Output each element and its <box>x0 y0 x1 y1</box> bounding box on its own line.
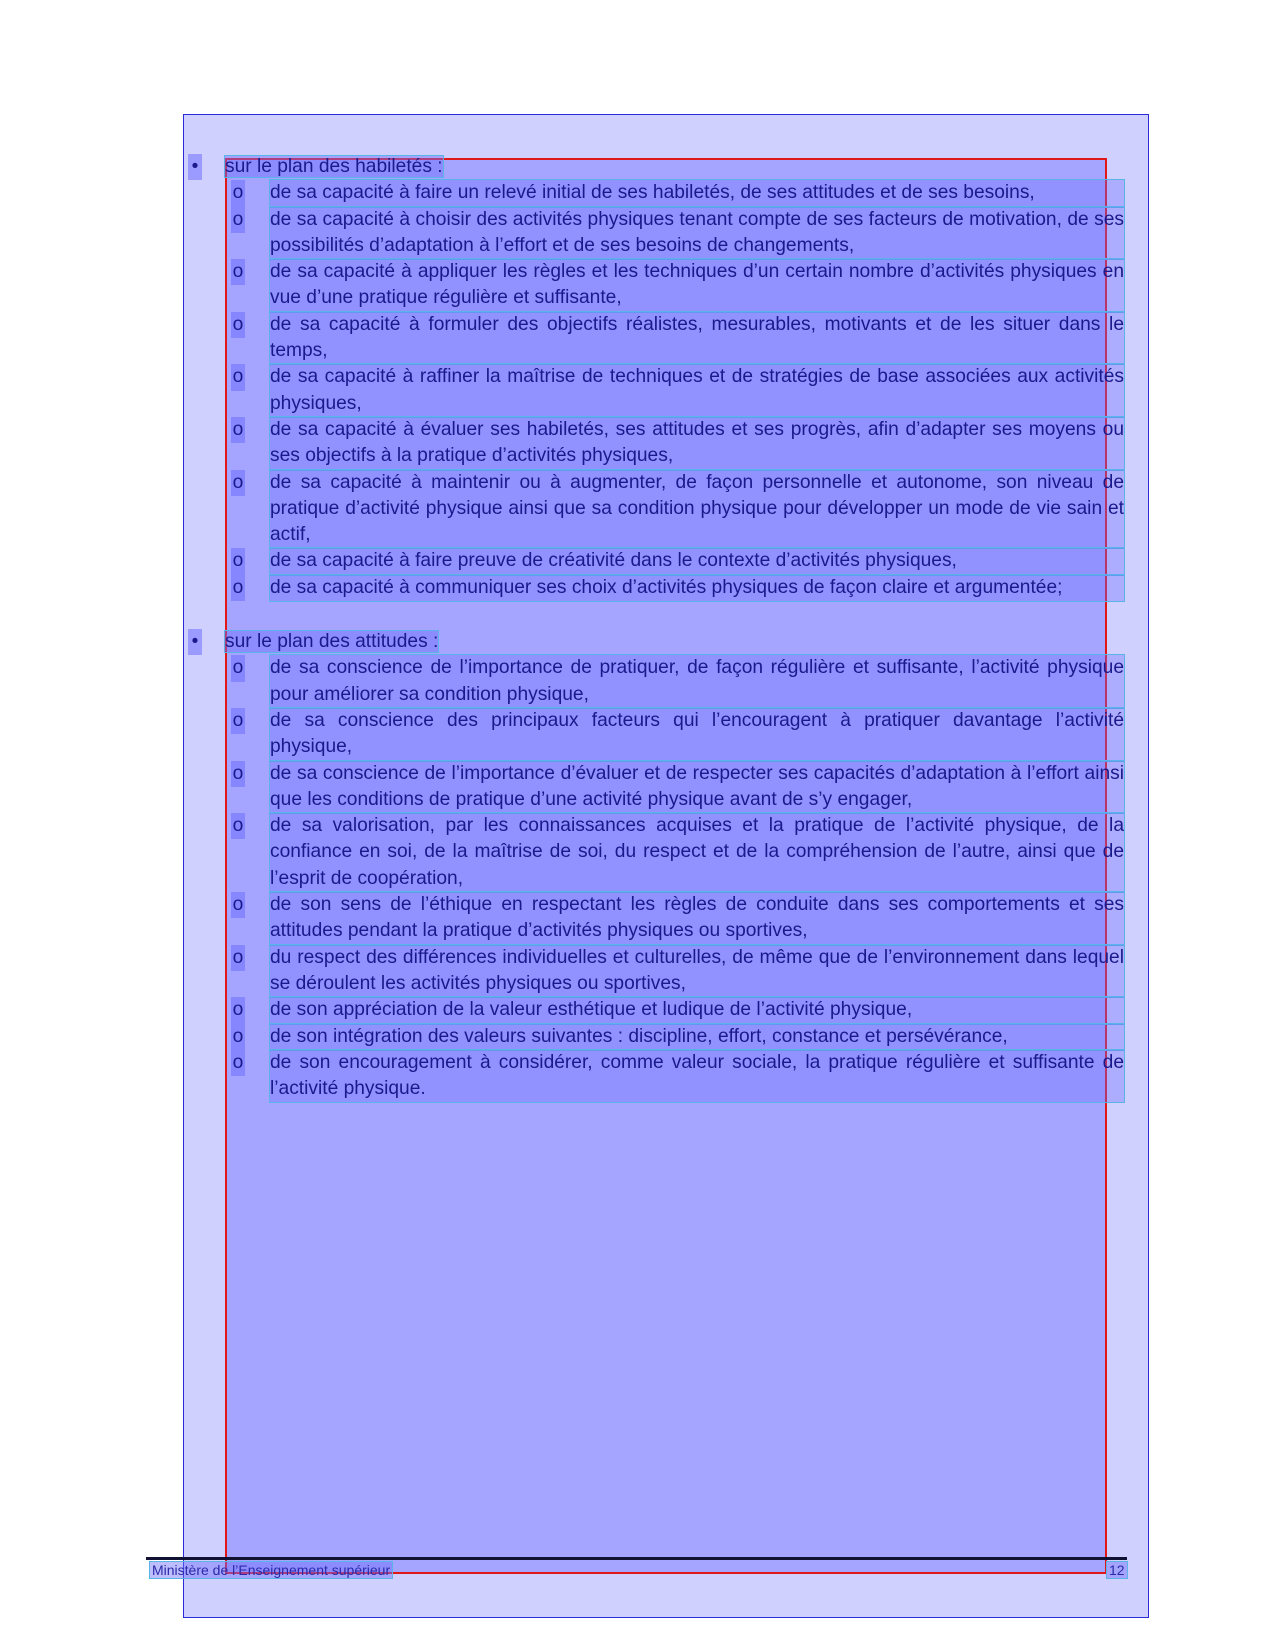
section-heading <box>188 154 1124 180</box>
list-item <box>188 364 1124 417</box>
list-item <box>188 1050 1124 1103</box>
list-item <box>188 997 1124 1023</box>
sub-list <box>188 180 1124 601</box>
section-heading-text: sur le plan des attitudes : <box>225 631 439 653</box>
sub-bullet-marker: o <box>231 364 245 390</box>
bullet-marker: • <box>188 154 202 180</box>
list-item <box>188 207 1124 260</box>
sub-bullet-marker: o <box>231 1024 245 1050</box>
list-item-text: de sa capacité à maintenir ou à augmenter, de façon personnelle et autonome, son niveau de pratique d’activité physique ainsi que sa condition physique pour développer un mode de vie sain et actif, <box>270 470 1124 549</box>
sub-bullet-marker: o <box>231 945 245 971</box>
list-item <box>188 548 1124 574</box>
list-item-text: de sa conscience de l’importance de pratiquer, de façon régulière et suffisante, l’activité physique pour améliorer sa condition physique, <box>270 655 1124 708</box>
list-item-text: de sa capacité à évaluer ses habiletés, ses attitudes et ses progrès, afin d’adapter ses moyens ou ses objectifs à la pratique d’activités physiques, <box>270 417 1124 470</box>
list-item-text: de sa valorisation, par les connaissances acquises et la pratique de l’activité physique, de la confiance en soi, de la maîtrise de soi, du respect et de la compréhension de l’autre, ainsi que de l’esprit de coopération, <box>270 813 1124 892</box>
list-item-text: de son encouragement à considérer, comme valeur sociale, la pratique régulière et suffisante de l’activité physique. <box>270 1050 1124 1103</box>
list-item-text: de sa capacité à faire preuve de créativité dans le contexte d’activités physiques, <box>270 548 1124 574</box>
bullet-section <box>188 154 1124 601</box>
list-item-text: de sa capacité à raffiner la maîtrise de techniques et de stratégies de base associées aux activités physiques, <box>270 364 1124 417</box>
sub-bullet-marker: o <box>231 997 245 1023</box>
list-item-text: de sa capacité à communiquer ses choix d’activités physiques de façon claire et argumentée; <box>270 575 1124 601</box>
list-item <box>188 655 1124 708</box>
bullet-marker: • <box>188 629 202 655</box>
list-item <box>188 945 1124 998</box>
list-item-text: de son sens de l’éthique en respectant les règles de conduite dans ses comportements et ses attitudes pendant la pratique d’activités physiques ou sportives, <box>270 892 1124 945</box>
list-item <box>188 417 1124 470</box>
sub-bullet-marker: o <box>231 813 245 839</box>
list-item-text: de sa capacité à faire un relevé initial de ses habiletés, de ses attitudes et de ses besoins, <box>270 180 1124 206</box>
sub-bullet-marker: o <box>231 312 245 338</box>
list-item-text: de sa conscience des principaux facteurs qui l’encouragent à pratiquer davantage l’activité physique, <box>270 708 1124 761</box>
footer-divider <box>146 1557 1127 1560</box>
list-item <box>188 1024 1124 1050</box>
list-item <box>188 470 1124 549</box>
section-heading <box>188 629 1124 655</box>
sub-bullet-marker: o <box>231 575 245 601</box>
list-item-text: du respect des différences individuelles et culturelles, de même que de l’environnement dans lequel se déroulent les activités physiques ou sportives, <box>270 945 1124 998</box>
list-item <box>188 312 1124 365</box>
list-item <box>188 180 1124 206</box>
sub-bullet-marker: o <box>231 892 245 918</box>
list-item <box>188 708 1124 761</box>
list-item-text: de sa capacité à choisir des activités physiques tenant compte de ses facteurs de motivation, de ses possibilités d’adaptation à l’effort et de ses besoins de changements, <box>270 207 1124 260</box>
section-heading-text: sur le plan des habiletés : <box>225 156 443 177</box>
sub-bullet-marker: o <box>231 207 245 233</box>
sub-bullet-marker: o <box>231 1050 245 1076</box>
document-body <box>188 154 1124 1102</box>
sub-bullet-marker: o <box>231 761 245 787</box>
list-item-text: de sa capacité à formuler des objectifs réalistes, mesurables, motivants et de les situer dans le temps, <box>270 312 1124 365</box>
sub-bullet-marker: o <box>231 548 245 574</box>
list-item-text: de son intégration des valeurs suivantes : discipline, effort, constance et persévérance, <box>270 1024 1124 1050</box>
list-item <box>188 259 1124 312</box>
footer-ministry: Ministère de l’Enseignement supérieur <box>152 1562 391 1578</box>
sub-bullet-marker: o <box>231 470 245 496</box>
list-item <box>188 761 1124 814</box>
list-item-text: de sa conscience de l’importance d’évaluer et de respecter ses capacités d’adaptation à l’effort ainsi que les conditions de pratique d’une activité physique avant de s’y engager, <box>270 761 1124 814</box>
list-item <box>188 892 1124 945</box>
list-item-text: de son appréciation de la valeur esthétique et ludique de l’activité physique, <box>270 997 1124 1023</box>
sub-bullet-marker: o <box>231 417 245 443</box>
sub-bullet-marker: o <box>231 708 245 734</box>
sub-bullet-marker: o <box>231 655 245 681</box>
list-item-text: de sa capacité à appliquer les règles et les techniques d’un certain nombre d’activités physiques en vue d’une pratique régulière et suffisante, <box>270 259 1124 312</box>
list-item <box>188 813 1124 892</box>
bullet-section <box>188 629 1124 1102</box>
sub-bullet-marker: o <box>231 259 245 285</box>
list-item <box>188 575 1124 601</box>
sub-bullet-marker: o <box>231 180 245 206</box>
footer-page-number: 12 <box>1109 1562 1125 1578</box>
sub-list <box>188 655 1124 1102</box>
